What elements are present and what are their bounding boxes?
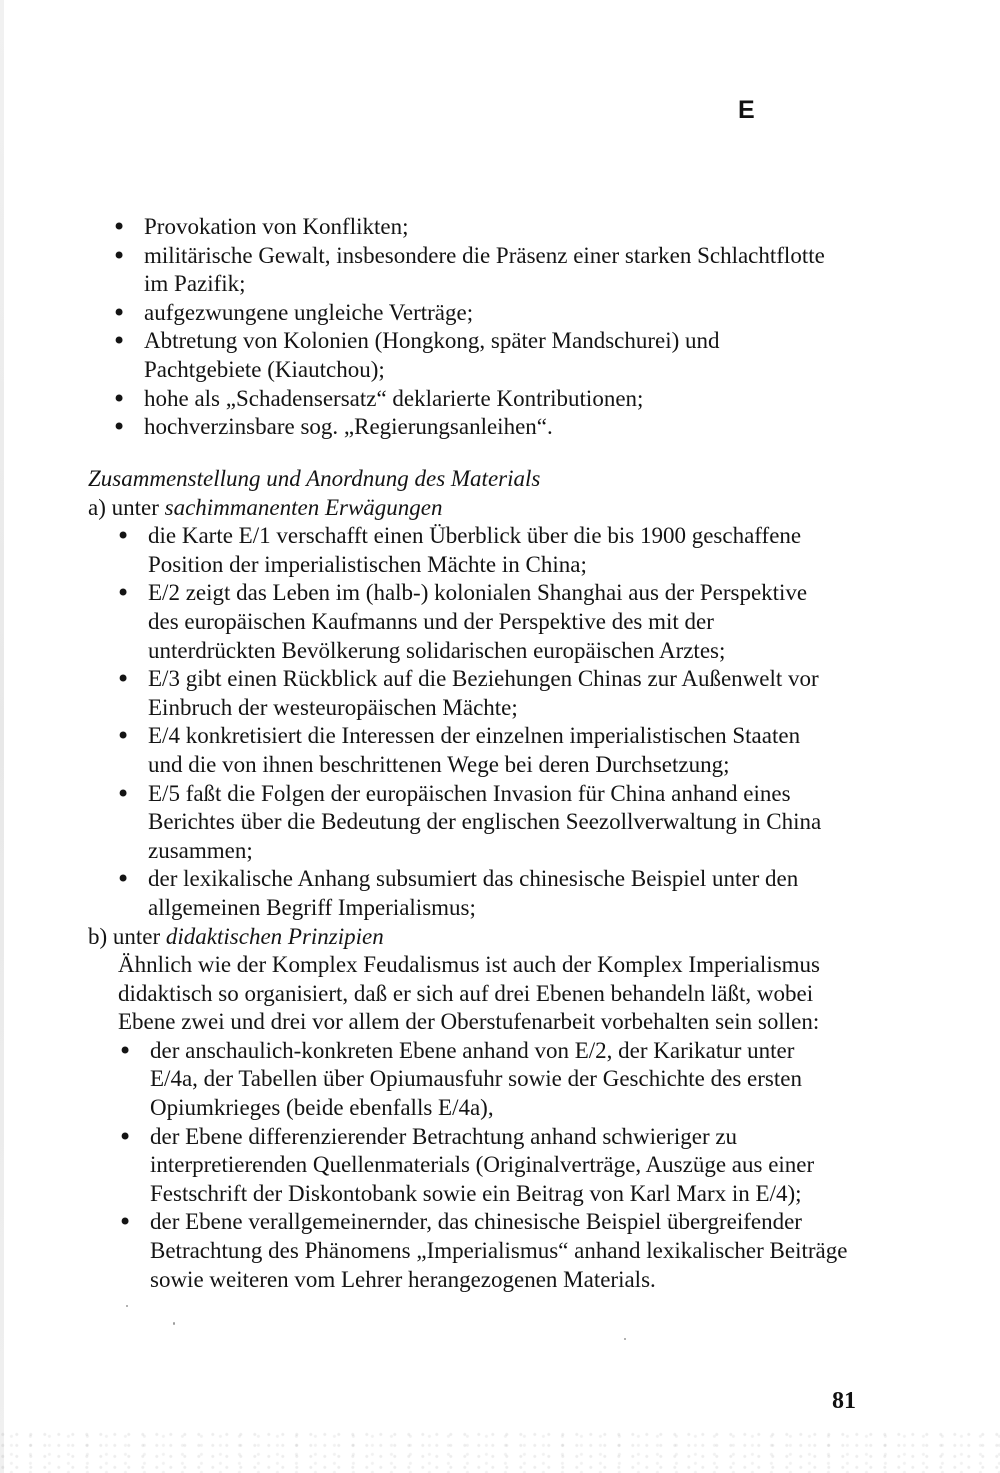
list-item: • der anschaulich-konkreten Ebene anhand von E/2, der Karikatur unter E/4a, der Tabellen über Opiumausfuhr sowie der Geschichte des ersten Opiumkrieges (beide ebenfalls E/4a),	[118, 1037, 848, 1123]
list-item: • E/5 faßt die Folgen der europäischen Invasion für China anhand eines Berichtes über die Bedeutung der englischen Seezollverwaltung in China zusammen;	[116, 780, 832, 866]
list-item: • E/3 gibt einen Rückblick auf die Beziehungen Chinas zur Außenwelt vor Einbruch der westeuropäischen Mächte;	[116, 665, 832, 722]
list-item: • hohe als „Schadensersatz“ deklarierte Kontributionen;	[112, 385, 834, 414]
section-heading: Zusammenstellung und Anordnung des Materials	[88, 466, 541, 491]
part-b-list	[118, 1037, 848, 1294]
list-item: • der lexikalische Anhang subsumiert das chinesische Beispiel unter den allgemeinen Begriff Imperialismus;	[116, 865, 832, 922]
list-item: • Abtretung von Kolonien (Hongkong, später Mandschurei) und Pachtgebiete (Kiautchou);	[112, 327, 834, 384]
part-a-label: a) unter	[88, 494, 159, 520]
scan-speck	[624, 1338, 626, 1340]
part-b-heading	[88, 923, 858, 952]
intro-list	[112, 213, 834, 442]
list-item: • E/4 konkretisiert die Interessen der einzelnen imperialistischen Staaten und die von ihnen beschrittenen Wege bei deren Durchsetzung;	[116, 722, 832, 779]
scan-noise	[0, 1430, 1000, 1473]
list-item: • die Karte E/1 verschafft einen Überblick über die bis 1900 geschaffene Position der imperialistischen Mächte in China;	[116, 522, 832, 579]
list-item: • Provokation von Konflikten;	[112, 213, 834, 242]
part-b-paragraph: Ähnlich wie der Komplex Feudalismus ist auch der Komplex Imperialismus didaktisch so organisiert, daß er sich auf drei Ebenen behandeln läßt, wobei Ebene zwei und drei vor allem der Oberstufenarbeit vorbehalten sein sollen:	[118, 952, 821, 1035]
materials-section	[88, 465, 858, 1294]
list-item: • aufgezwungene ungleiche Verträge;	[112, 299, 834, 328]
scan-left-edge	[0, 0, 4, 1473]
part-a-title: sachimmanenten Erwägungen	[164, 494, 443, 520]
scan-speck	[126, 1305, 128, 1307]
page-number: 81	[832, 1388, 856, 1414]
intro-list-block	[112, 213, 834, 442]
list-item: • der Ebene verallgemeinernder, das chinesische Beispiel übergreifender Betrachtung des Phänomens „Imperialismus“ anhand lexikalischer Beiträge sowie weiteren vom Lehrer herangezogenen Materials.	[118, 1208, 848, 1294]
part-a-list	[116, 522, 832, 922]
part-b-label: b) unter	[88, 923, 161, 949]
scan-speck	[173, 1322, 175, 1325]
part-a-heading	[88, 494, 858, 523]
list-item: • militärische Gewalt, insbesondere die Präsenz einer starken Schlachtflotte im Pazifik;	[112, 242, 834, 299]
list-item: • hochverzinsbare sog. „Regierungsanleihen“.	[112, 413, 834, 442]
section-letter: E	[738, 96, 755, 124]
part-b-title: didaktischen Prinzipien	[165, 923, 384, 949]
list-item: • E/2 zeigt das Leben im (halb-) kolonialen Shanghai aus der Perspektive des europäischen Kaufmanns und der Perspektive des mit der unterdrückten Bevölkerung solidarischen europäischen Arztes;	[116, 579, 832, 665]
list-item: • der Ebene differenzierender Betrachtung anhand schwieriger zu interpretierenden Quellenmaterials (Originalverträge, Auszüge aus einer Festschrift der Diskontobank sowie ein Beitrag von Karl Marx in E/4);	[118, 1123, 848, 1209]
